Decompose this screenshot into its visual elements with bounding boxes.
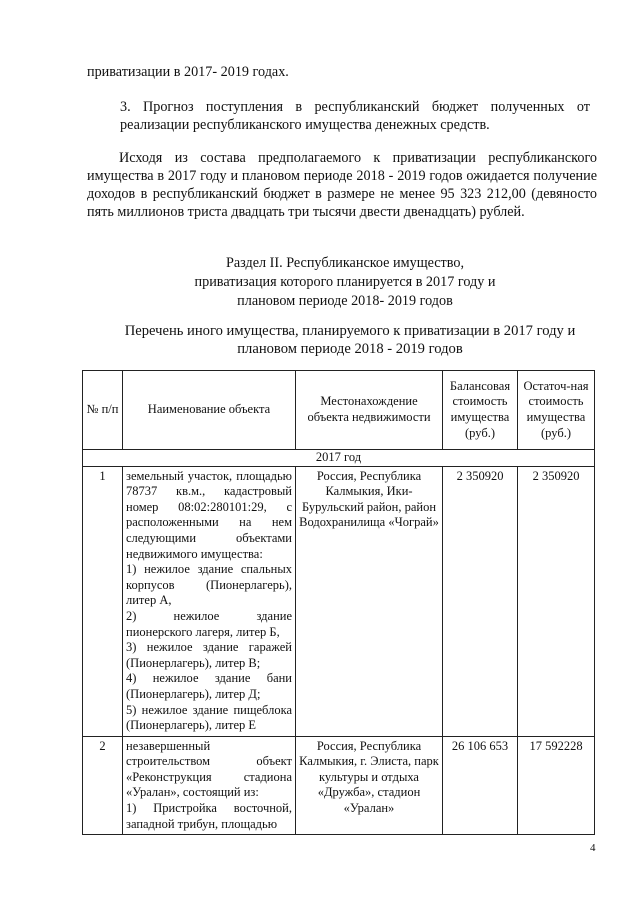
header-num: № п/п — [83, 371, 123, 450]
year-label: 2017 год — [83, 450, 595, 467]
row-location: Россия, Республика Калмыкия, Ики-Бурульский район, район Водохранилища «Чограй» — [296, 466, 443, 736]
table-row — [83, 736, 595, 835]
section2-title-line1: Раздел II. Республиканское имущество, — [225, 255, 465, 271]
section2-title-line3: плановом периоде 2018- 2019 годов — [237, 293, 453, 309]
row-num: 1 — [83, 466, 123, 736]
table-header-row — [83, 371, 595, 450]
header-location: Местонахождение объекта недвижимости — [296, 371, 443, 450]
revenue-forecast-paragraph: Исходя из состава предполагаемого к приватизации республиканского имущества в 2017 году и плановом периоде 2018 - 2019 годов ожидается получение доходов в республиканский бюджет в размере не менее 95 323 212,00 (девяносто пять миллионов триста двадцать три тысячи двести двенадцать) рублей. — [87, 150, 597, 220]
row-location: Россия, Республика Калмыкия, г. Элиста, парк культуры и отдыха «Дружба», стадион «Уралан» — [296, 736, 443, 835]
section3-heading: 3. Прогноз поступления в республиканский бюджет полученных от реализации республиканского имущества денежных средств. — [120, 99, 590, 133]
section2-title — [150, 254, 540, 311]
row-num: 2 — [83, 736, 123, 835]
row-residual: 2 350920 — [518, 466, 595, 736]
header-residual: Остаточ-ная стоимость имущества (руб.) — [518, 371, 595, 450]
list-title-line1: Перечень иного имущества, планируемого к приватизации в 2017 году и — [124, 323, 576, 339]
page-number: 4 — [590, 842, 596, 854]
year-row — [83, 450, 595, 467]
property-table — [82, 370, 595, 835]
section2-title-line2: приватизация которого планируется в 2017 году и — [194, 274, 496, 290]
list-title-line2: плановом периоде 2018 - 2019 годов — [237, 341, 463, 357]
header-name: Наименование объекта — [123, 371, 296, 450]
header-balance: Балансовая стоимость имущества (руб.) — [443, 371, 518, 450]
property-list-title — [90, 322, 610, 358]
row-balance: 2 350920 — [443, 466, 518, 736]
table-row — [83, 466, 595, 736]
intro-fragment: приватизации в 2017- 2019 годах. — [87, 64, 289, 80]
row-name: земельный участок, площадью 78737 кв.м., кадастровый номер 08:02:280101:29, с расположенными на нем следующими объектами недвижимого имущества: 1) нежилое здание спальных корпусов (Пионерлагерь), литер А, 2) нежилое здание пионерского лагеря, литер Б, 3) нежилое здание гаражей (Пионерлагерь), литер В; 4) нежилое здание бани (Пионерлагерь), литер Д; 5) нежилое здание пищеблока (Пионерлагерь), литер Е — [123, 466, 296, 736]
row-residual: 17 592228 — [518, 736, 595, 835]
row-name: незавершенный строительством объект «Реконструкция стадиона «Уралан», состоящий из: 1) Пристройка восточной, западной трибун, площадью — [123, 736, 296, 835]
row-balance: 26 106 653 — [443, 736, 518, 835]
